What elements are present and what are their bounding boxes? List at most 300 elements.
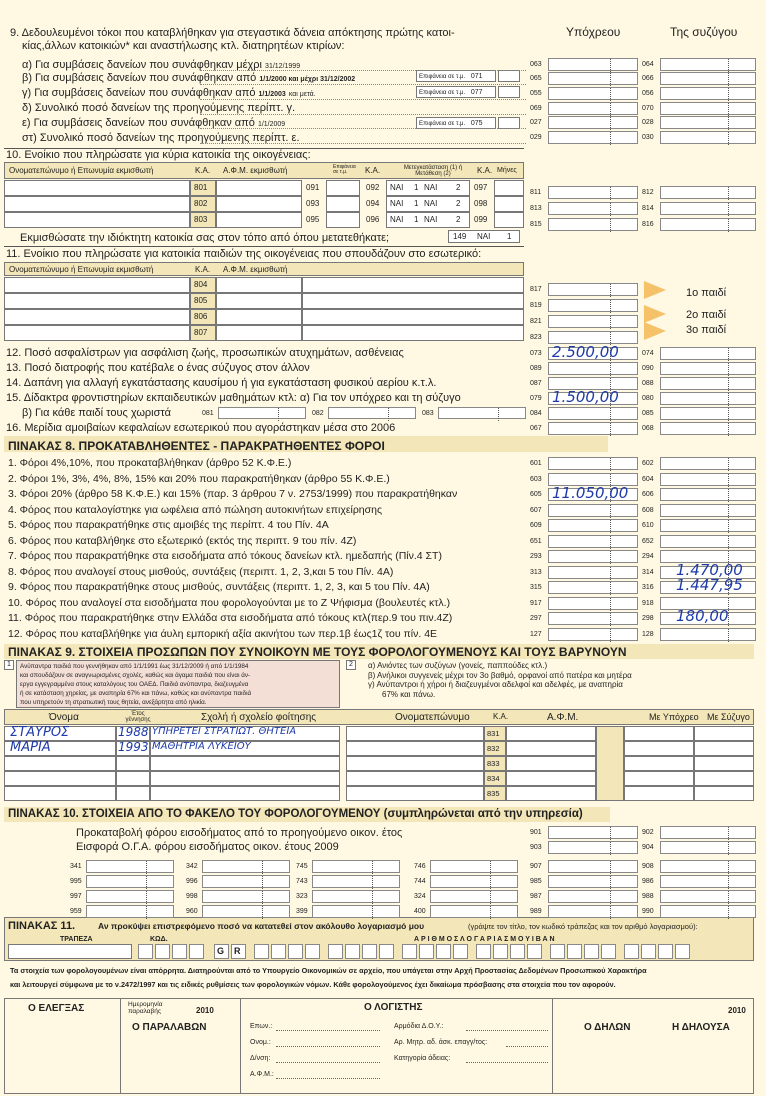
p10-grid-code: 744 [414, 878, 426, 885]
iban-digit-cell[interactable] [493, 944, 508, 959]
s9-code-left: 069 [530, 105, 542, 112]
relative-name-field[interactable] [346, 771, 484, 786]
deduction-amount-spouse[interactable] [660, 392, 756, 405]
move-yes: ΝΑΙ [390, 215, 404, 224]
student-rent-ka: 806 [194, 312, 208, 321]
p10-code: 903 [530, 844, 542, 851]
relative-with-spouse-field[interactable] [694, 756, 754, 771]
relatives-note-line: γ) Ανύπαντροι ή χήροι ή διαζευγμένοι αδελφοί και αδελφές, με αναπηρία [368, 680, 623, 689]
s11-title: 11. Ενοίκιο που πληρώσατε για κατοικία παιδιών της οικογένειας που σπουδάζουν στο εσωτερικό: [6, 248, 482, 260]
deduction-code-left: 087 [530, 380, 542, 387]
s9-title-2: κίας,άλλων κατοικιών* και αναστήλωσης κτλ. διατηρητέων κτιρίων: [22, 40, 345, 52]
p10-code: 904 [642, 844, 654, 851]
relative-with-taxpayer-field[interactable] [624, 786, 694, 801]
tax-label: 5. Φόρος που παρακρατήθηκε στις αμοιβές της περίπτ. 4 του Πίν. 4Α [8, 519, 329, 531]
child-1-label: 1ο παιδί [686, 287, 727, 299]
p10-grid-amount[interactable] [86, 905, 174, 918]
deduction-code-right: 085 [642, 410, 654, 417]
student-rent-amount[interactable] [548, 315, 638, 328]
p10-grid-code: 743 [296, 878, 308, 885]
relative-afm-field[interactable] [506, 726, 596, 741]
p10-grid-code: 995 [70, 878, 82, 885]
transfer-yes: ΝΑΙ [424, 199, 438, 208]
iban-digit-cell[interactable] [155, 944, 170, 959]
accountant-field-line[interactable] [276, 1030, 380, 1031]
iban-digit-cell[interactable] [641, 944, 656, 959]
child-2-label: 2ο παιδί [686, 309, 727, 321]
s9-amount-spouse[interactable] [660, 72, 756, 85]
student-landlord-afm-field[interactable] [216, 277, 302, 293]
student-landlord-name-field[interactable] [4, 293, 190, 309]
iban-digit-cell[interactable] [436, 944, 451, 959]
relative-ka: 834 [487, 774, 500, 783]
p10-grid-code: 959 [70, 908, 82, 915]
iban-digit-cell[interactable] [658, 944, 673, 959]
p10-code: 901 [530, 829, 542, 836]
handwritten-tax-taxpayer: 11.050,00 [552, 484, 629, 502]
relative-with-spouse-field[interactable] [694, 741, 754, 756]
tax-amount-taxpayer[interactable] [548, 597, 638, 610]
student-rent-ka: 807 [194, 328, 208, 337]
relative-with-spouse-field[interactable] [694, 771, 754, 786]
tax-code-right: 128 [642, 631, 654, 638]
landlord-name-field[interactable] [4, 196, 190, 212]
iban-g: G [217, 946, 225, 956]
rent-code-left: 815 [530, 221, 542, 228]
p10-grid-code: 324 [414, 893, 426, 900]
s9-amount-taxpayer[interactable] [548, 58, 638, 71]
iban-digit-cell[interactable] [476, 944, 491, 959]
p10-grid-amount[interactable] [202, 890, 290, 903]
deduction-label: 14. Δαπάνη για αλλαγή εγκατάστασης καυσίμου ή για εγκατάσταση φυσικού αερίου κ.τ.λ. [6, 377, 437, 389]
iban-digit-cell[interactable] [453, 944, 468, 959]
deduction-amount-spouse[interactable] [660, 347, 756, 360]
deduction-amount-spouse[interactable] [660, 377, 756, 390]
accountant-field-label: Α.Φ.Μ.: [250, 1071, 274, 1078]
tax-label: 8. Φόρος που αναλογεί στους μισθούς, συντάξεις (περιπτ. 1, 2, 3,και 5 του Πίν. 4Α) [8, 566, 394, 578]
landlord-afm-field[interactable] [216, 212, 302, 228]
relative-name-field[interactable] [346, 726, 484, 741]
p10-grid-code: 990 [642, 908, 654, 915]
relative-name-field[interactable] [346, 741, 484, 756]
student-landlord-name-field[interactable] [4, 325, 190, 341]
tax-label: 6. Φόρος που καταβλήθηκε στο εξωτερικό (εκτός της περιπτ. 9 του πίν. 4Ζ) [8, 535, 357, 547]
p9-note1-num: 1 [4, 660, 14, 670]
child-year-field[interactable] [116, 756, 150, 771]
p10-grid-amount[interactable] [86, 890, 174, 903]
relative-afm-field[interactable] [506, 741, 596, 756]
tax-code-right: 606 [642, 491, 654, 498]
p10-grid-amount[interactable] [548, 890, 638, 903]
s9-amount-taxpayer[interactable] [548, 131, 638, 144]
rent-area-field[interactable] [326, 180, 360, 196]
p10-grid-amount[interactable] [312, 860, 400, 873]
transfer-yes: ΝΑΙ [424, 215, 438, 224]
student-rent-amount[interactable] [548, 299, 638, 312]
child-tuition-code: 081 [202, 410, 214, 417]
accountant-field-line[interactable] [276, 1062, 380, 1063]
received-date-label: Ημερομηνία παραλαβής [128, 1001, 163, 1015]
deduction-code-right: 068 [642, 425, 654, 432]
iban-digit-cell[interactable] [305, 944, 320, 959]
s9-amount-spouse[interactable] [660, 116, 756, 129]
p10-grid-amount[interactable] [312, 890, 400, 903]
p11-code-label: ΚΩΔ. [150, 936, 168, 943]
tax-code-right: 602 [642, 460, 654, 467]
child-school-field[interactable] [150, 771, 340, 786]
relative-with-taxpayer-field[interactable] [624, 756, 694, 771]
relatives-note-line: α) Ανιόντες των συζύγων (γονείς, παππούδες κτλ.) [368, 661, 548, 670]
relative-afm-field[interactable] [506, 786, 596, 801]
deduction-amount-spouse[interactable] [660, 407, 756, 420]
tax-code-left: 601 [530, 460, 542, 467]
p10-grid-amount[interactable] [660, 905, 756, 918]
p11-title: ΠΙΝΑΚΑΣ 11. [8, 920, 76, 932]
s9-code-right: 070 [642, 105, 654, 112]
iban-digit-cell[interactable] [550, 944, 565, 959]
transfer-2[interactable]: 2 [456, 215, 461, 224]
rent-ka2: 092 [366, 183, 380, 192]
s9-code-left: 029 [530, 134, 542, 141]
accountant-field-line[interactable] [466, 1062, 548, 1063]
tax-amount-taxpayer[interactable] [548, 550, 638, 563]
tax-label: 4. Φόρος που καταλογίστηκε για ωφέλεια από πώληση αυτοκινήτων επιχείρησης [8, 504, 383, 516]
child-school-field[interactable] [150, 786, 340, 801]
deduction-code-left: 089 [530, 365, 542, 372]
rent-amount-taxpayer[interactable] [548, 218, 638, 231]
deduction-amount-spouse[interactable] [660, 422, 756, 435]
tax-code-right: 298 [642, 615, 654, 622]
tax-label: 3. Φόροι 20% (άρθρο 58 Κ.Φ.Ε.) και 15% (παρ. 3 άρθρου 7 ν. 2753/1999) που παρακρατήθηκαν [8, 488, 458, 500]
checked-label: Ο ΕΛΕΓΞΑΣ [28, 1003, 85, 1014]
tax-amount-spouse[interactable] [660, 488, 756, 501]
landlord-afm-field[interactable] [216, 196, 302, 212]
p9-note2-num: 2 [346, 660, 356, 670]
handwritten-child-school: ΥΠΗΡΕΤΕΙ ΣΤΡΑΤΙΩΤ. ΘΗΤΕΙΑ [152, 726, 297, 737]
p10-grid-amount[interactable] [430, 875, 518, 888]
student-rent-ka: 804 [194, 280, 208, 289]
s9-title-1: 9. Δεδουλευμένοι τόκοι που καταβλήθηκαν για στεγαστικά δάνεια απόκτησης πρώτης κατοι- [10, 27, 455, 39]
tax-amount-taxpayer[interactable] [548, 566, 638, 579]
deduction-code-right: 074 [642, 350, 654, 357]
tax-amount-spouse[interactable] [660, 457, 756, 470]
iban-r: R [234, 946, 241, 956]
relatives-note-line: 67% και πάνω. [382, 689, 436, 699]
p10-grid-amount[interactable] [202, 875, 290, 888]
student-landlord-afm-field[interactable] [216, 309, 302, 325]
dependants-note-line: ή σε κατάσταση χηρείας, με αναπηρία 67% και πάνω, καθώς και ανύπαντρα παιδιά [20, 690, 252, 697]
deduction-amount-taxpayer[interactable] [548, 422, 638, 435]
deduction-code-left: 084 [530, 410, 542, 417]
p10-grid-amount[interactable] [548, 905, 638, 918]
tax-code-right: 918 [642, 600, 654, 607]
tax-amount-spouse[interactable] [660, 519, 756, 532]
landlord-name-field[interactable] [4, 180, 190, 196]
s9-code-right: 056 [642, 90, 654, 97]
rent-code-right: 812 [642, 189, 654, 196]
s9-area-b-value[interactable] [498, 70, 520, 82]
iban-digit-cell[interactable] [254, 944, 269, 959]
accountant-field-line[interactable] [466, 1030, 548, 1031]
accountant-field-line[interactable] [506, 1046, 548, 1047]
iban-digit-cell[interactable] [527, 944, 542, 959]
p10-amount[interactable] [660, 826, 756, 839]
handwritten-child-year: 1988 [118, 725, 149, 739]
deduction-code-left: 067 [530, 425, 542, 432]
s11-header: Ονοματεπώνυμο ή Επωνυμία εκμισθωτή Κ.Α. Α.Φ.Μ. εκμισθωτή [4, 262, 524, 276]
p10-grid-amount[interactable] [660, 875, 756, 888]
rent-amount-spouse[interactable] [660, 218, 756, 231]
tax-code-right: 604 [642, 476, 654, 483]
tax-code-left: 609 [530, 522, 542, 529]
p10-amount[interactable] [660, 841, 756, 854]
tax-code-right: 314 [642, 569, 654, 576]
tax-amount-taxpayer[interactable] [548, 581, 638, 594]
p10-grid-code: 989 [530, 908, 542, 915]
student-rent-code: 819 [530, 302, 542, 309]
rent-area-code: 095 [306, 215, 320, 224]
tax-code-left: 293 [530, 553, 542, 560]
tax-amount-taxpayer[interactable] [548, 628, 638, 641]
student-rent-amount[interactable] [548, 283, 638, 296]
s9-amount-taxpayer[interactable] [548, 116, 638, 129]
months-field[interactable] [494, 212, 524, 228]
p10-grid-code: 399 [296, 908, 308, 915]
tax-code-right: 652 [642, 538, 654, 545]
p10-grid-code: 341 [70, 863, 82, 870]
p10-grid-amount[interactable] [202, 860, 290, 873]
rent-amount-spouse[interactable] [660, 202, 756, 215]
rent-amount-spouse[interactable] [660, 186, 756, 199]
tax-amount-spouse[interactable] [660, 628, 756, 641]
iban-digit-cell[interactable] [271, 944, 286, 959]
child-tuition-code: 082 [312, 410, 324, 417]
p10-grid-amount[interactable] [202, 905, 290, 918]
iban-digit-cell[interactable] [138, 944, 153, 959]
relative-with-spouse-field[interactable] [694, 726, 754, 741]
p10-grid-code: 987 [530, 893, 542, 900]
s9-area-g-value[interactable] [498, 86, 520, 98]
deduction-amount-spouse[interactable] [660, 362, 756, 375]
tax-code-left: 605 [530, 491, 542, 498]
iban-digit-cell[interactable] [510, 944, 525, 959]
accountant-field-line[interactable] [276, 1078, 380, 1079]
tax-code-right: 294 [642, 553, 654, 560]
handwritten-amount: 1.500,00 [552, 388, 619, 406]
landlord-afm-field[interactable] [216, 180, 302, 196]
received-label: Ο ΠΑΡΑΛΑΒΩΝ [132, 1022, 207, 1033]
iban-digit-cell[interactable] [172, 944, 187, 959]
student-landlord-name-field[interactable] [4, 277, 190, 293]
s9-amount-spouse[interactable] [660, 131, 756, 144]
relative-afm-field[interactable] [506, 771, 596, 786]
p10-grid-amount[interactable] [86, 860, 174, 873]
iban-digit-cell[interactable] [675, 944, 690, 959]
iban-digit-cell[interactable] [624, 944, 639, 959]
iban-digit-cell[interactable] [601, 944, 616, 959]
accountant-field-label: Κατηγορία άδειας: [394, 1055, 451, 1062]
iban-digit-cell[interactable] [362, 944, 377, 959]
tax-label: 9. Φόρος που παρακρατήθηκε στους μισθούς, συντάξεις (περιπτ. 1, 2, 3, και 5 του Πίν. 4Α) [8, 581, 430, 593]
student-landlord-afm-field[interactable] [216, 293, 302, 309]
child-arrow-2 [644, 305, 666, 323]
relative-with-spouse-field[interactable] [694, 786, 754, 801]
move-1[interactable]: 1 [414, 215, 419, 224]
p9-title: ΠΙΝΑΚΑΣ 9. ΣΤΟΙΧΕΙΑ ΠΡΟΣΩΠΩΝ ΠΟΥ ΣΥΝΟΙΚΟΥΝ ΜΕ ΤΟΥΣ ΦΟΡΟΛΟΓΟΥΜΕΝΟΥΣ ΚΑΙ ΤΟΥΣ ΒΑΡΥΝΟΥΝ [8, 645, 627, 659]
accountant-field-label: Επων.: [250, 1023, 273, 1030]
child-year-field[interactable] [116, 786, 150, 801]
tax-amount-taxpayer[interactable] [548, 504, 638, 517]
iban-digit-cell[interactable] [584, 944, 599, 959]
s9-area-e[interactable]: Επιφάνεια σε τ.μ. 075 [416, 117, 496, 129]
child-year-field[interactable] [116, 771, 150, 786]
accountant-field-label: Ονομ.: [250, 1039, 271, 1046]
child-tuition-amount[interactable] [218, 407, 306, 419]
move-1[interactable]: 1 [414, 199, 419, 208]
rent-area-field[interactable] [326, 212, 360, 228]
p11-bank-field[interactable] [8, 944, 132, 959]
tax-amount-taxpayer[interactable] [548, 519, 638, 532]
declarant-f-label: Η ΔΗΛΟΥΣΑ [672, 1022, 730, 1033]
transfer-2[interactable]: 2 [456, 199, 461, 208]
p10-grid-code: 998 [186, 893, 198, 900]
tax-label: 12. Φόρος που καταβλήθηκε για άυλη εμπορική αξία ακινήτου των περ.1β έως1ζ του πίν. 4Ε [8, 628, 438, 640]
accountant-field-line[interactable] [276, 1046, 380, 1047]
rent-code-left: 811 [530, 189, 542, 196]
rent-amount-taxpayer[interactable] [548, 186, 638, 199]
relative-name-field[interactable] [346, 756, 484, 771]
relative-name-field[interactable] [346, 786, 484, 801]
deduction-amount-taxpayer[interactable] [548, 362, 638, 375]
s9-st: στ) Συνολικό ποσό δανείων της προηγούμενης περίπτ. ε. [22, 132, 300, 144]
s9-amount-spouse[interactable] [660, 58, 756, 71]
deduction-amount-taxpayer[interactable] [548, 407, 638, 420]
s9-area-g[interactable]: Επιφάνεια σε τ.μ. 077 [416, 86, 496, 98]
p10-grid-amount[interactable] [430, 890, 518, 903]
rent-ka: 803 [194, 215, 208, 224]
tax-label: 7. Φόρος που παρακρατήθηκε στα εισοδήματα από τόκους δανείων κτλ. ημεδαπής (Πίν.4 ΣΤ) [8, 550, 442, 562]
tax-amount-spouse[interactable] [660, 473, 756, 486]
s9-amount-taxpayer[interactable] [548, 102, 638, 115]
relative-with-taxpayer-field[interactable] [624, 741, 694, 756]
s9-amount-spouse[interactable] [660, 102, 756, 115]
student-rent-ka: 805 [194, 296, 208, 305]
p10-grid-amount[interactable] [312, 875, 400, 888]
s9-amount-spouse[interactable] [660, 87, 756, 100]
iban-digit-cell[interactable] [567, 944, 582, 959]
deduction-label: 12. Ποσό ασφαλίστρων για ασφάλιση ζωής, προσωπικών ατυχημάτων, ασθένειας [6, 347, 404, 359]
s10-sublet-box[interactable]: 149 ΝΑΙ 1 [448, 230, 520, 243]
tax-amount-taxpayer[interactable] [548, 457, 638, 470]
move-yes: ΝΑΙ [390, 199, 404, 208]
tax-amount-taxpayer[interactable] [548, 535, 638, 548]
student-landlord-name-field[interactable] [4, 309, 190, 325]
iban-digit-cell[interactable] [345, 944, 360, 959]
rent-area-code: 093 [306, 199, 320, 208]
received-year: 2010 [196, 1006, 214, 1015]
months-code: 097 [474, 183, 488, 192]
iban-digit-cell[interactable] [189, 944, 204, 959]
child-name-field[interactable] [4, 756, 116, 771]
tax-code-left: 127 [530, 631, 542, 638]
p10-grid-code: 997 [70, 893, 82, 900]
rent-ka2: 096 [366, 215, 380, 224]
tax-amount-taxpayer[interactable] [548, 612, 638, 625]
s9-b: β) Για συμβάσεις δανείων που συνάφθηκαν από 1/1/2000 και μέχρι 31/12/2002 [22, 72, 356, 84]
p10-grid-amount[interactable] [430, 860, 518, 873]
deduction-label: 16. Μερίδια αμοιβαίων κεφαλαίων εσωτερικού που αγοράστηκαν μέσα στο 2006 [6, 422, 396, 434]
p10-grid-amount[interactable] [548, 875, 638, 888]
child-tuition-amount[interactable] [438, 407, 526, 419]
rent-amount-taxpayer[interactable] [548, 202, 638, 215]
iban-digit-cell[interactable] [288, 944, 303, 959]
accountant-label: Ο ΛΟΓΙΣΤΗΣ [364, 1002, 423, 1013]
p9-header: Όνομα Έτος γέννησης Σχολή ή σχολείο φοίτησης Ονοματεπώνυμο Κ.Α. Α.Φ.Μ. Με Υπόχρεο Με Σύζυγο [4, 709, 754, 725]
p10-amount[interactable] [548, 826, 638, 839]
p10-grid-amount[interactable] [660, 860, 756, 873]
dependants-note-line: και σπουδάζουν σε αναγνωρισμένες σχολές, καθώς και άγαμα παιδιά που είναι άν- [20, 672, 251, 679]
rent-area-field[interactable] [326, 196, 360, 212]
tax-code-left: 313 [530, 569, 542, 576]
relative-ka: 833 [487, 759, 500, 768]
dependants-note-line: Ανύπαντρα παιδιά που γεννήθηκαν από 1/1/1991 έως 31/12/2009 ή από 1/1/1984 [20, 663, 249, 670]
student-landlord-afm-field[interactable] [216, 325, 302, 341]
p10-grid-amount[interactable] [548, 860, 638, 873]
col-header-spouse: Της συζύγου [670, 25, 738, 39]
tax-code-left: 651 [530, 538, 542, 545]
handwritten-amount: 2.500,00 [552, 343, 619, 361]
p11-subtitle2: (γράψτε τον τίτλο, τον κωδικό τράπεζας και τον αριθμό λογαριασμού): [468, 922, 698, 931]
s9-g: γ) Για συμβάσεις δανείων που συνάφθηκαν από 1/1/2003 και μετά. [22, 87, 316, 99]
iban-digit-cell[interactable] [328, 944, 343, 959]
handwritten-child-name: ΣΤΑΥΡΟΣ [10, 725, 70, 740]
iban-digit-cell[interactable] [419, 944, 434, 959]
relative-afm-field[interactable] [506, 756, 596, 771]
s9-a: α) Για συμβάσεις δανείων που συνάφθηκαν μέχρι 31/12/1999 [22, 59, 301, 71]
child-tuition-amount[interactable] [328, 407, 416, 419]
relative-with-taxpayer-field[interactable] [624, 726, 694, 741]
p10-grid-amount[interactable] [430, 905, 518, 918]
tax-amount-spouse[interactable] [660, 504, 756, 517]
landlord-name-field[interactable] [4, 212, 190, 228]
p11-subtitle: Αν προκύψει επιστρεφόμενο ποσό να κατατεθεί στον ακόλουθο λογαριασμό μου [98, 921, 425, 931]
months-field[interactable] [494, 180, 524, 196]
months-field[interactable] [494, 196, 524, 212]
s9-area-b[interactable]: Επιφάνεια σε τ.μ. 071 [416, 70, 496, 82]
tax-code-left: 297 [530, 615, 542, 622]
p10-grid-amount[interactable] [312, 905, 400, 918]
p10-amount[interactable] [548, 841, 638, 854]
s9-amount-taxpayer[interactable] [548, 87, 638, 100]
iban-digit-cell[interactable] [379, 944, 394, 959]
handwritten-child-name: ΜΑΡΙΑ [10, 740, 51, 755]
months-code: 099 [474, 215, 488, 224]
move-1[interactable]: 1 [414, 183, 419, 192]
relative-with-taxpayer-field[interactable] [624, 771, 694, 786]
child-school-field[interactable] [150, 756, 340, 771]
student-rent-code: 823 [530, 334, 542, 341]
p10-grid-amount[interactable] [660, 890, 756, 903]
tax-label: 11. Φόρος που παρακρατήθηκε στην Ελλάδα στα εισοδήματα από τόκους κτλ(περ.9 του πιν.4Ζ) [8, 612, 453, 624]
s9-amount-taxpayer[interactable] [548, 72, 638, 85]
transfer-2[interactable]: 2 [456, 183, 461, 192]
child-name-field[interactable] [4, 786, 116, 801]
tax-amount-spouse[interactable] [660, 535, 756, 548]
dependants-note-line: εργα εγγεγραμμένα στους καταλόγους του ΟΑΕΔ. Παιδιά ανύπαντρα, διαζευγμένα [20, 681, 249, 688]
iban-digit-cell[interactable] [402, 944, 417, 959]
p10-grid-amount[interactable] [86, 875, 174, 888]
child-name-field[interactable] [4, 771, 116, 786]
